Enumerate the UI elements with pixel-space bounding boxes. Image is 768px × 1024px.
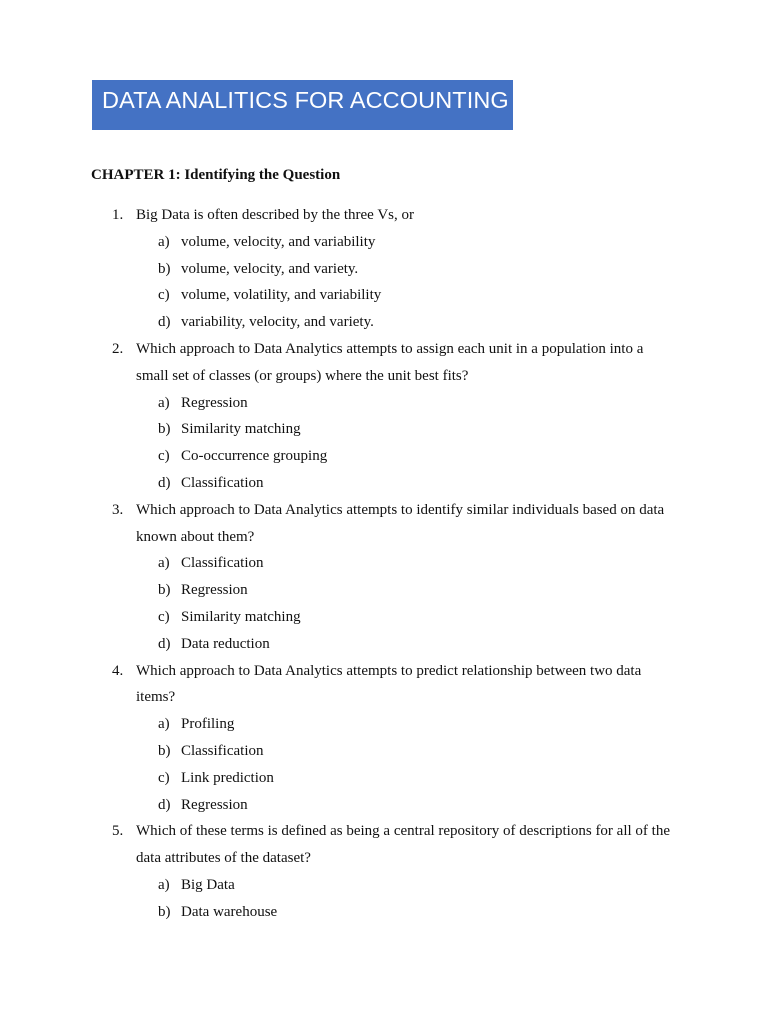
option-letter: b) — [158, 903, 171, 920]
answer-option — [0, 631, 768, 658]
answer-option — [0, 282, 768, 309]
option-letter: a) — [158, 233, 170, 250]
question-line — [0, 658, 768, 685]
answer-option — [0, 416, 768, 443]
question-number: 2. — [112, 340, 124, 357]
question-item — [0, 497, 768, 658]
option-text: Data warehouse — [181, 903, 278, 920]
option-letter: b) — [158, 260, 171, 277]
question-text: Big Data is often described by the three Vs, or — [136, 207, 414, 223]
answer-option — [0, 256, 768, 283]
option-text: Classification — [181, 555, 264, 572]
answer-option — [0, 792, 768, 819]
answer-option — [0, 711, 768, 738]
option-text: Similarity matching — [181, 608, 301, 625]
option-letter: c) — [158, 287, 170, 304]
question-line — [0, 524, 768, 551]
answer-option — [0, 550, 768, 577]
question-text: Which approach to Data Analytics attempts to predict relationship between two data — [136, 662, 642, 679]
answer-option — [0, 443, 768, 470]
option-letter: d) — [158, 635, 171, 652]
option-letter: c) — [158, 769, 170, 786]
option-letter: a) — [158, 716, 170, 733]
question-line — [0, 845, 768, 872]
option-letter: d) — [158, 314, 171, 331]
question-number: 4. — [112, 662, 124, 679]
option-text: Similarity matching — [181, 421, 301, 438]
question-number: 5. — [112, 823, 124, 840]
answer-option — [0, 872, 768, 899]
title-banner — [92, 80, 513, 130]
question-line — [0, 684, 768, 711]
option-text: Regression — [181, 582, 248, 599]
question-item — [0, 818, 768, 925]
question-line — [0, 497, 768, 524]
option-letter: b) — [158, 582, 171, 599]
document-title: DATA ANALITICS FOR ACCOUNTING — [102, 87, 509, 113]
question-list — [0, 202, 768, 926]
question-text: Which approach to Data Analytics attempts to identify similar individuals based on data — [136, 501, 665, 518]
option-letter: a) — [158, 394, 170, 411]
question-text: Which approach to Data Analytics attempts to assign each unit in a population into a — [136, 340, 644, 357]
answer-option — [0, 390, 768, 417]
answer-option — [0, 899, 768, 926]
option-text: variability, velocity, and variety. — [181, 314, 374, 331]
question-item — [0, 658, 768, 819]
answer-option — [0, 309, 768, 336]
question-text: known about them? — [136, 528, 255, 545]
question-item — [0, 202, 768, 336]
answer-option — [0, 738, 768, 765]
question-line — [0, 202, 768, 229]
option-letter: b) — [158, 742, 171, 759]
question-text: Which of these terms is defined as being a central repository of descriptions for all of the — [136, 823, 670, 840]
answer-option — [0, 765, 768, 792]
option-text: volume, velocity, and variety. — [181, 260, 359, 277]
option-text: Co-occurrence grouping — [181, 448, 328, 465]
option-text: Big Data — [181, 876, 235, 893]
option-text: Profiling — [181, 716, 235, 733]
option-letter: b) — [158, 421, 171, 438]
option-text: Regression — [181, 796, 248, 813]
answer-option — [0, 604, 768, 631]
question-text: small set of classes (or groups) where the unit best fits? — [136, 367, 469, 384]
question-text: data attributes of the dataset? — [136, 850, 311, 867]
question-line — [0, 336, 768, 363]
answer-option — [0, 229, 768, 256]
option-text: Classification — [181, 742, 264, 759]
question-text: items? — [136, 689, 176, 706]
option-text: Data reduction — [181, 635, 270, 652]
option-text: Classification — [181, 474, 264, 491]
option-text: Link prediction — [181, 769, 274, 786]
option-letter: a) — [158, 876, 170, 893]
question-number: 1. — [112, 207, 124, 223]
option-text: volume, volatility, and variability — [181, 287, 382, 304]
option-letter: c) — [158, 608, 170, 625]
option-letter: a) — [158, 555, 170, 572]
answer-option — [0, 577, 768, 604]
option-text: Regression — [181, 394, 248, 411]
question-line — [0, 363, 768, 390]
question-number: 3. — [112, 501, 124, 518]
option-letter: d) — [158, 474, 171, 491]
answer-option — [0, 470, 768, 497]
option-letter: d) — [158, 796, 171, 813]
option-text: volume, velocity, and variability — [181, 233, 376, 250]
option-letter: c) — [158, 448, 170, 465]
chapter-heading: CHAPTER 1: Identifying the Question — [91, 167, 341, 183]
question-line — [0, 818, 768, 845]
question-item — [0, 336, 768, 497]
